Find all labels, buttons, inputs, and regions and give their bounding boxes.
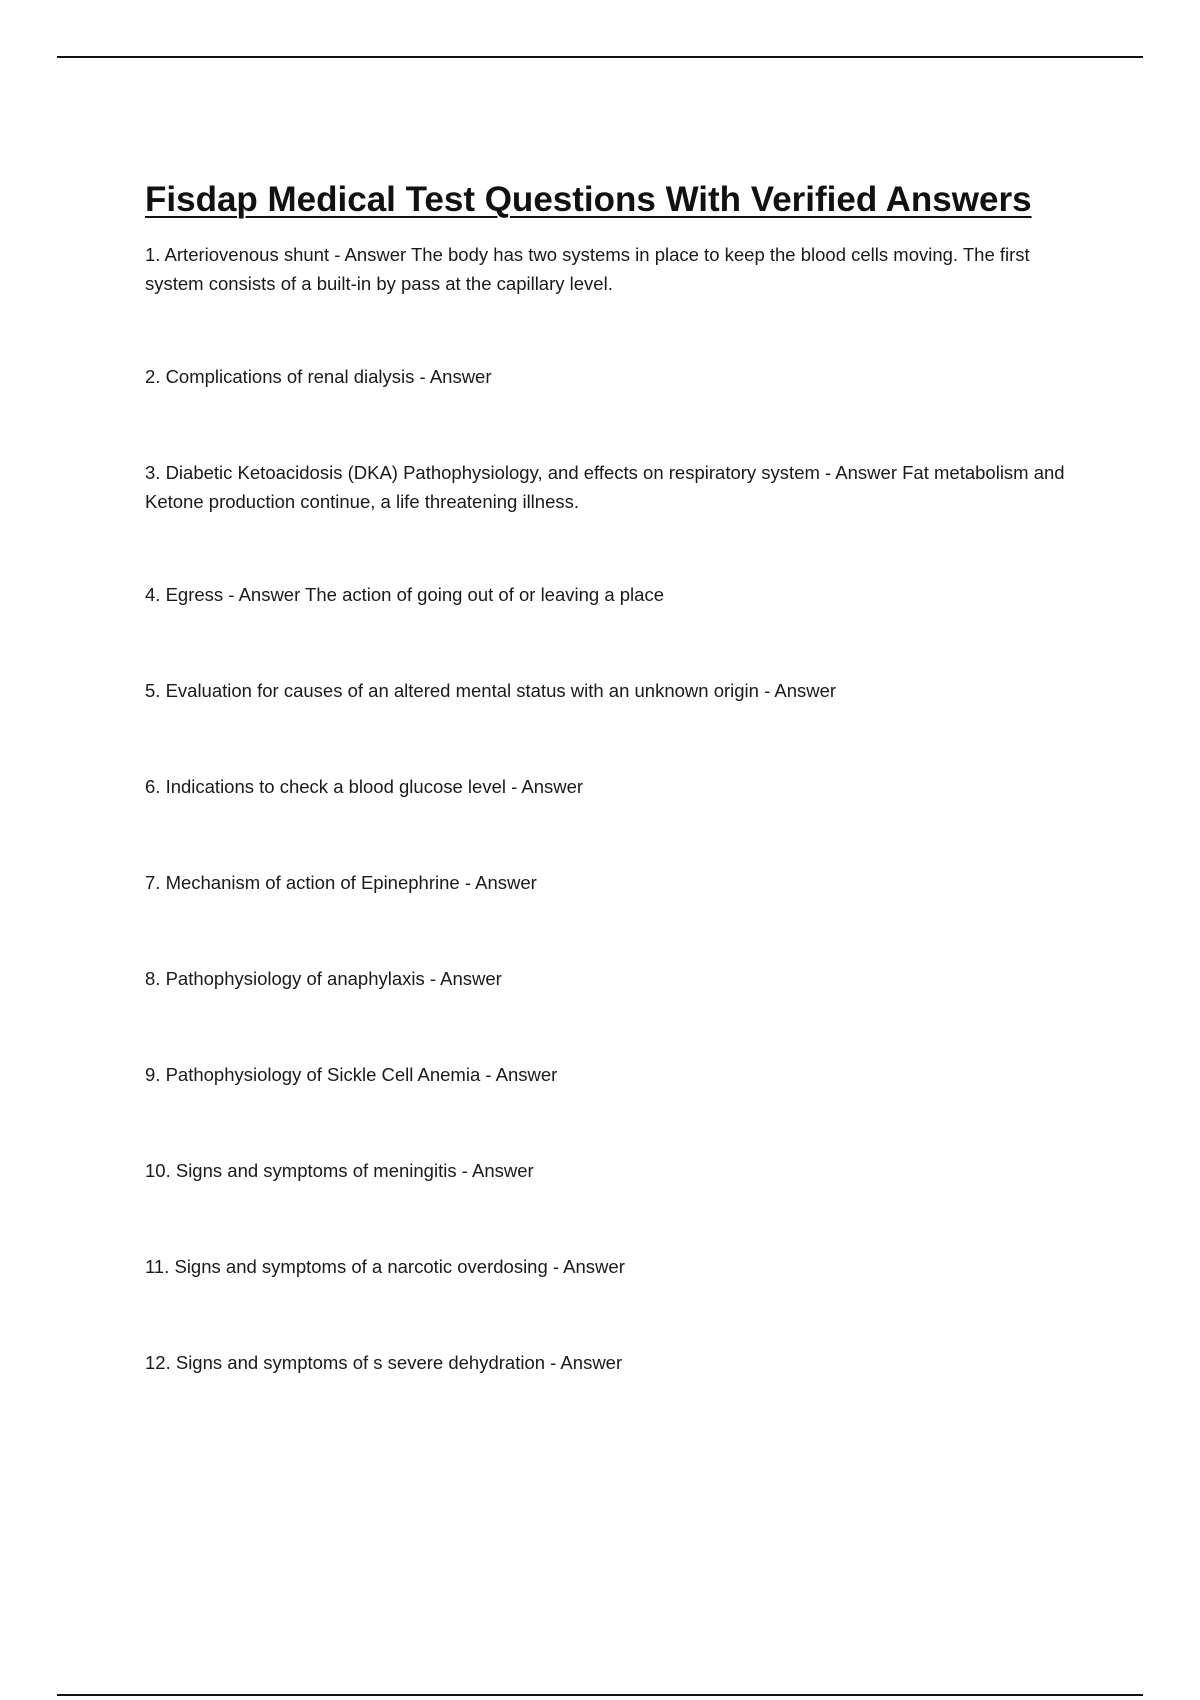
- footer-rule: [57, 1694, 1143, 1696]
- header-rule: [57, 56, 1143, 58]
- question-item-12: 12. Signs and symptoms of s severe dehydration - Answer: [145, 1352, 623, 1373]
- question-item-11: 11. Signs and symptoms of a narcotic overdosing - Answer: [145, 1256, 625, 1277]
- question-item-1: 1. Arteriovenous shunt - Answer The body has two systems in place to keep the blood cells moving. The first system consists of a built-in by pass at the capillary level.: [145, 244, 1030, 294]
- question-item-2: 2. Complications of renal dialysis - Answer: [145, 366, 492, 387]
- question-item-10: 10. Signs and symptoms of meningitis - Answer: [145, 1160, 534, 1181]
- question-item-5: 5. Evaluation for causes of an altered mental status with an unknown origin - Answer: [145, 680, 837, 701]
- question-item-9: 9. Pathophysiology of Sickle Cell Anemia - Answer: [145, 1064, 558, 1085]
- question-item-6: 6. Indications to check a blood glucose level - Answer: [145, 776, 584, 797]
- document-title: Fisdap Medical Test Questions With Verified Answers: [145, 180, 1032, 219]
- question-item-3: 3. Diabetic Ketoacidosis (DKA) Pathophysiology, and effects on respiratory system - Answer Fat metabolism and Ketone production continue, a life threatening illness.: [145, 462, 1065, 512]
- question-list: [145, 240, 1075, 1377]
- question-item-7: 7. Mechanism of action of Epinephrine - Answer: [145, 872, 537, 893]
- question-item-4: 4. Egress - Answer The action of going out of or leaving a place: [145, 584, 664, 605]
- question-item-8: 8. Pathophysiology of anaphylaxis - Answer: [145, 968, 502, 989]
